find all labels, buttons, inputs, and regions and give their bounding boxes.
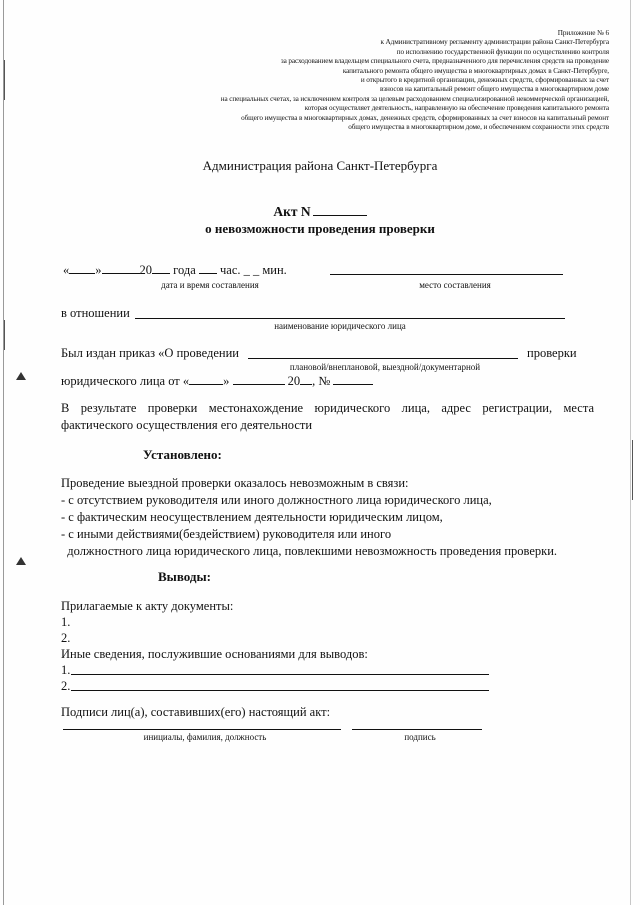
caption-initials: инициалы, фамилия, должность bbox=[143, 732, 267, 742]
initials-field[interactable] bbox=[63, 729, 341, 730]
attachment-item: 2. bbox=[61, 631, 71, 645]
appendix-line: и открытого в кредитной организации, денежных средств, сформированных за счет bbox=[360, 76, 609, 85]
year-prefix: 20 bbox=[139, 263, 152, 277]
other-info-field-1[interactable] bbox=[71, 674, 489, 675]
caption-date-time: дата и время составления bbox=[161, 280, 259, 290]
appendix-line: которая осуществляет деятельность, направленную на обеспечение проведения капитального ремонта bbox=[304, 104, 609, 113]
other-info-label: Иные сведения, послужившие основаниями для выводов: bbox=[61, 647, 368, 661]
appendix-line: взносов на капитальный ремонт общего имущества в многоквартирном доме bbox=[379, 85, 609, 94]
act-subtitle: о невозможности проведения проверки bbox=[205, 221, 435, 236]
regarding-label: в отношении bbox=[61, 306, 130, 320]
caption-signature: подпись bbox=[404, 732, 436, 742]
order-year-prefix: 20 bbox=[287, 374, 301, 388]
other-info-item: 1. bbox=[61, 663, 71, 677]
reasons-intro: Проведение выездной проверки оказалось невозможным в связи: bbox=[61, 476, 409, 490]
dash: _ bbox=[243, 263, 250, 277]
year-field[interactable] bbox=[152, 262, 170, 274]
result-paragraph: В результате проверки местонахождение юридического лица, адрес регистрации, места фактического осуществления его деятельности bbox=[61, 401, 594, 432]
punch-hole-mark bbox=[16, 557, 26, 565]
appendix-line: общего имущества в многоквартирных домах, денежных средств, сформированных за счет взносов на капитальный ремонт bbox=[241, 113, 609, 122]
appendix-line: капитального ремонта общего имущества в многоквартирных домах в Санкт-Петербурге, bbox=[342, 66, 609, 75]
scan-edge-mark bbox=[4, 320, 5, 350]
conclusions-heading: Выводы: bbox=[158, 569, 211, 584]
check-type-field[interactable] bbox=[248, 358, 518, 359]
caption-entity-name: наименование юридического лица bbox=[274, 321, 406, 331]
place-field[interactable] bbox=[330, 274, 563, 275]
order-year-field[interactable] bbox=[300, 373, 312, 385]
order-date-prefix: юридического лица от « bbox=[61, 374, 190, 388]
reason-item: - с отсутствием руководителя или иного должностного лица юридического лица, bbox=[61, 493, 492, 507]
scan-right-edge bbox=[630, 0, 631, 905]
scan-left-edge bbox=[3, 0, 4, 905]
appendix-line: на специальных счетах, за исключением контроля за целевым расходованием специализированной некоммерческой организацией, bbox=[220, 94, 609, 103]
reason-item: должностного лица юридического лица, повлекшими невозможность проведения проверки. bbox=[61, 544, 558, 558]
dash: _ bbox=[253, 263, 260, 277]
order-month-field[interactable] bbox=[233, 373, 285, 385]
caption-place: место составления bbox=[419, 280, 491, 290]
other-info-item: 2. bbox=[61, 679, 71, 693]
entity-name-field[interactable] bbox=[135, 318, 565, 319]
appendix-line: к Административному регламенту администрации района Санкт-Петербурга bbox=[380, 38, 609, 47]
administration-title: Администрация района Санкт-Петербурга bbox=[202, 158, 438, 173]
date-time-line bbox=[63, 262, 287, 278]
reason-item: - с иными действиями(бездействием) руководителя или иного bbox=[61, 527, 392, 541]
established-heading: Установлено: bbox=[143, 447, 222, 462]
appendix-line: общего имущества в многоквартирном доме, и обеспечением сохранности этих средств bbox=[348, 123, 609, 132]
quote-open: « bbox=[63, 263, 70, 277]
quote-close: » bbox=[95, 263, 102, 277]
appendix-line: по исполнению государственной функции по осуществлению контроля bbox=[396, 47, 609, 56]
order-date-line bbox=[61, 373, 373, 389]
reason-item: - с фактическим неосуществлением деятельности юридическим лицом, bbox=[61, 510, 443, 524]
act-number-field[interactable] bbox=[313, 203, 367, 216]
quote-close: » bbox=[223, 374, 230, 388]
hour-field[interactable] bbox=[199, 262, 217, 274]
signatures-label: Подписи лиц(а), составивших(его) настоящий акт: bbox=[61, 705, 331, 719]
punch-hole-mark bbox=[16, 372, 26, 380]
appendix-line: за расходованием владельцем специального счета, предназначенного для перечисления средств на проведение bbox=[280, 57, 609, 66]
scan-edge-mark bbox=[4, 60, 5, 100]
scan-edge-mark bbox=[632, 440, 633, 500]
act-title-label: Акт N bbox=[273, 204, 311, 219]
order-day-field[interactable] bbox=[189, 373, 223, 385]
order-number-label: , № bbox=[312, 374, 331, 388]
hour-word: час. bbox=[220, 263, 241, 277]
act-title bbox=[0, 203, 640, 220]
appendix-line: Приложение № 6 bbox=[557, 29, 609, 37]
attachment-item: 1. bbox=[61, 615, 71, 629]
month-field[interactable] bbox=[102, 262, 140, 274]
caption-check-type: плановой/внеплановой, выездной/документарной bbox=[289, 362, 481, 372]
order-number-field[interactable] bbox=[333, 373, 373, 385]
order-prefix: Был издан приказ «О проведении bbox=[61, 346, 239, 360]
year-word: года bbox=[173, 263, 196, 277]
day-field[interactable] bbox=[69, 262, 95, 274]
minute-word: мин. bbox=[262, 263, 287, 277]
attachments-label: Прилагаемые к акту документы: bbox=[61, 599, 234, 613]
appendix-reference bbox=[89, 29, 609, 132]
signature-field[interactable] bbox=[352, 729, 482, 730]
order-suffix: проверки bbox=[527, 346, 577, 360]
other-info-field-2[interactable] bbox=[71, 690, 489, 691]
